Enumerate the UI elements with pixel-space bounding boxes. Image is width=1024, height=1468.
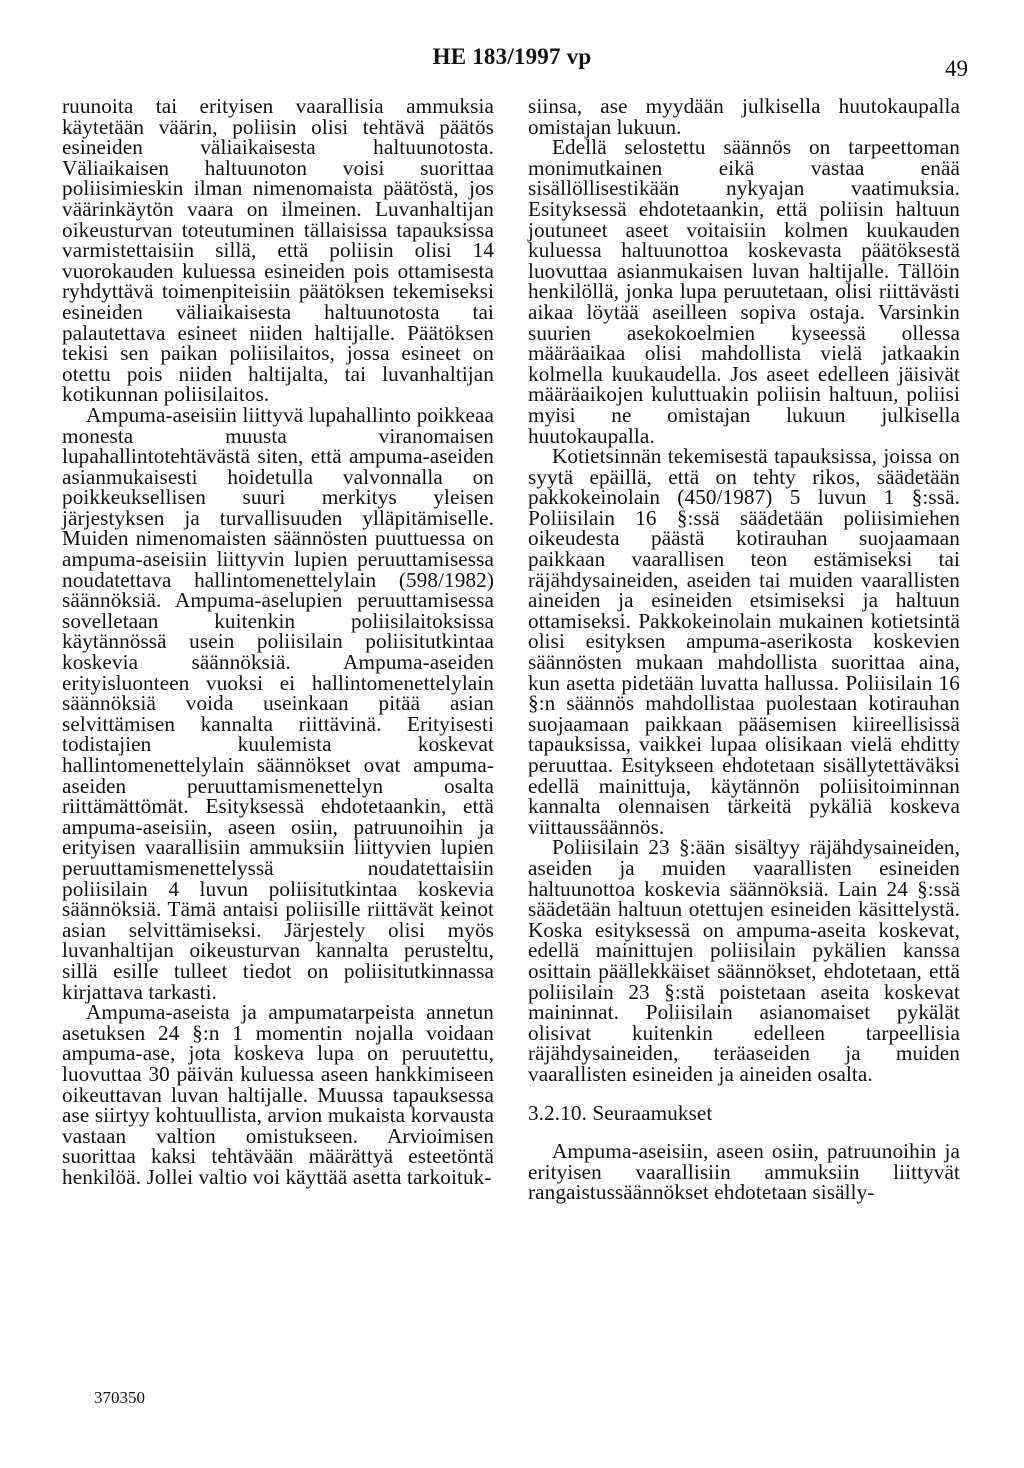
- paragraph: Kotietsinnän tekemisestä tapauksissa, joissa on syytä epäillä, että on tehty rikos, säädetään pakkokeinolain (450/1987) 5 luvun 1 §:ssä. Poliisilain 16 §:ssä säädetään poliisimiehen oikeudesta päästä kotirauhan suojaamaan paikkaan vaarallisen teon estämiseksi tai räjähdysaineiden, aseiden tai muiden vaarallisten aineiden ja esineiden etsimiseksi ja haltuun ottamiseksi. Pakkokeinolain mukainen kotietsintä olisi esityksen ampuma-aserikosta koskevien säännösten mukaan mahdollista suorittaa aina, kun asetta pidetään luvatta hallussa. Poliisilain 16 §:n säännös mahdollistaa puolestaan kotirauhan suojaamaan paikkaan pääsemisen kiireellisissä tapauksissa, vaikkei lupaa olisikaan vielä ehditty peruuttaa. Esitykseen ehdotetaan sisällytettäväksi edellä mainittuja, käytännön poliisitoiminnan kannalta olennaisen tärkeitä pykäliä koskeva viittaussäännös.: [528, 444, 960, 839]
- paragraph: Edellä selostettu säännös on tarpeettoman monimutkainen eikä vastaa enää sisällöllisestikään nykyajan vaatimuksia. Esityksessä ehdotetaankin, että poliisin haltuun joutuneet aseet voitaisiin kolmen kuukauden kuluessa haltuunottoa koskevasta päätöksestä luovuttaa asianmukaisen luvan haltijalle. Tällöin henkilöllä, jonka lupa peruutetaan, olisi riittävästi aikaa löytää aseilleen sopiva ostaja. Varsinkin suurien asekokoelmien kyseessä ollessa määräaikaa olisi mahdollista vielä jatkaakin kolmella kuukaudella. Jos aseet edelleen jäisivät määräaikojen kuluttuakin poliisin haltuun, poliisi myisi ne omistajan lukuun julkisella huutokaupalla.: [528, 135, 960, 448]
- page-header-title: HE 183/1997 vp: [432, 44, 592, 69]
- paragraph: siinsa, ase myydään julkisella huutokaupalla omistajan lukuun.: [528, 94, 960, 139]
- footer-code: 370350: [94, 1388, 145, 1407]
- page-number: 49: [945, 56, 968, 81]
- paragraph: Ampuma-aseista ja ampumatarpeista annetun asetuksen 24 §:n 1 momentin nojalla voidaan ampuma-ase, jota koskeva lupa on peruutettu, luovuttaa 30 päivän kuluessa aseen hankkimiseen oikeuttavan luvan haltijalle. Muussa tapauksessa ase siirtyy kohtuullista, arvion mukaista korvausta vastaan valtion omistukseen. Arvioimisen suorittaa kaksi tehtävään määrättyä esteetöntä henkilöä. Jollei valtio voi käyttää asetta tarkoituk-: [62, 1000, 494, 1189]
- paragraph: Ampuma-aseisiin, aseen osiin, patruunoihin ja erityisen vaarallisiin ammuksiin liittyvät rangaistussäännökset ehdotetaan sisälly-: [528, 1139, 960, 1205]
- paragraph: Poliisilain 23 §:ään sisältyy räjähdysaineiden, aseiden ja muiden vaarallisten esineiden haltuunottoa koskevia säännöksiä. Lain 24 §:ssä säädetään haltuun otettujen esineiden käsittelystä. Koska esityksessä on ampuma-aseita koskevat, edellä mainittujen poliisilain pykälien kanssa osittain päällekkäiset säännökset, ehdotetaan, että poliisilain 23 §:stä poistetaan aseita koskevat maininnat. Poliisilain asianomaiset pykälät olisivat kuitenkin edelleen tarpeellisia räjähdysaineiden, teräaseiden ja muiden vaarallisten esineiden ja aineiden osalta.: [528, 835, 960, 1086]
- paragraph: ruunoita tai erityisen vaarallisia ammuksia käytetään väärin, poliisin olisi tehtävä päätös esineiden väliaikaisesta haltuunotosta. Väliaikaisen haltuunoton voisi suorittaa poliisimieskin ilman nimenomaista päätöstä, jos väärinkäytön vaara on ilmeinen. Luvanhaltijan oikeusturvan toteutuminen tällaisissa tapauksissa varmistettaisiin sillä, että poliisin olisi 14 vuorokauden kuluessa esineiden pois ottamisesta ryhdyttävä toimenpiteisiin päätöksen tekemiseksi esineiden väliaikaisesta haltuunotosta tai palautettava esineet niiden haltijalle. Päätöksen tekisi sen paikan poliisilaitos, jossa esineet on otettu pois niiden haltijalta, tai luvanhaltijan kotikunnan poliisilaitos.: [62, 94, 494, 407]
- section-heading: 3.2.10. Seuraamukset: [528, 1100, 713, 1125]
- left-column: [62, 96, 494, 1187]
- right-column: [528, 96, 960, 1203]
- paragraph: Ampuma-aseisiin liittyvä lupahallinto poikkeaa monesta muusta viranomaisen lupahallintotehtävästä siten, että ampuma-aseiden asianmukaisesti hoidetulla valvonnalla on poikkeuksellisen suuri merkitys yleisen järjestyksen ja turvallisuuden ylläpitämiselle. Muiden nimenomaisten säännösten puuttuessa on ampuma-aseisiin liittyvin lupien peruuttamisessa noudatettava hallintomenettelylain (598/1982) säännöksiä. Ampuma-aselupien peruuttamisessa sovelletaan kuitenkin poliisilaitoksissa käytännössä usein poliisilain poliisitutkintaa koskevia säännöksiä. Ampuma-aseiden erityisluonteen vuoksi ei hallintomenettelylain säännöksiä voida useinkaan pitää asian selvittämisen kannalta riittävinä. Erityisesti todistajien kuulemista koskevat hallintomenettelylain säännökset ovat ampuma-aseiden peruuttamismenettelyn osalta riittämättömät. Esityksessä ehdotetaankin, että ampuma-aseisiin, aseen osiin, patruunoihin ja erityisen vaarallisiin ammuksiin liittyvien lupien peruuttamismenettelyssä noudatettaisiin poliisilain 4 luvun poliisitutkintaa koskevia säännöksiä. Tämä antaisi poliisille riittävät keinot asian selvittämiseksi. Järjestely olisi myös luvanhaltijan oikeusturvan kannalta perusteltu, sillä esille tulleet tiedot on poliisitutkinnassa kirjattava tarkasti.: [62, 402, 494, 1004]
